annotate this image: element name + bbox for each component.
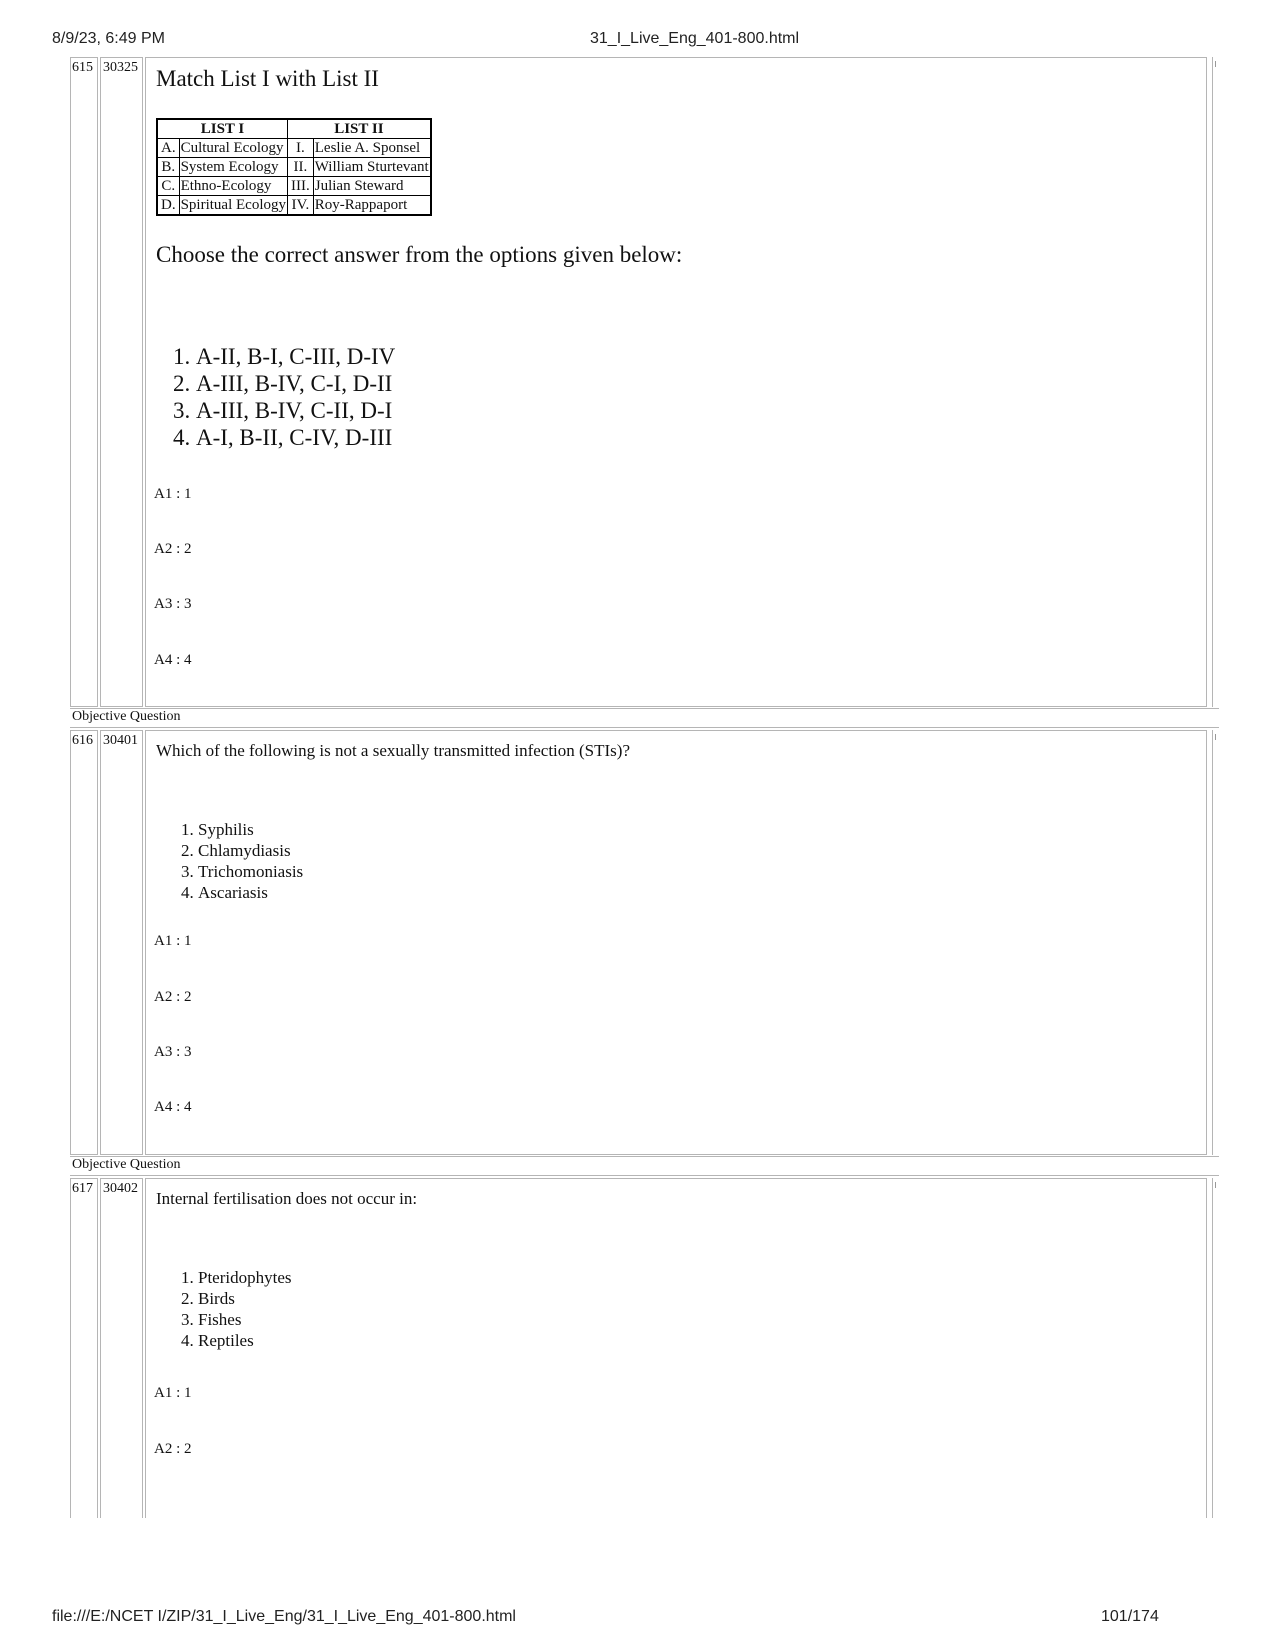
question-id: 30401 <box>100 730 143 1155</box>
option-item: 2. Chlamydiasis <box>198 840 303 861</box>
option-item: 2. A-III, B-IV, C-I, D-II <box>196 370 395 397</box>
right-edge <box>1212 730 1219 1155</box>
right-edge <box>1212 1178 1219 1518</box>
options-list <box>158 1267 292 1351</box>
row-divider <box>70 708 1219 709</box>
option-item: 1. Pteridophytes <box>198 1267 292 1288</box>
list-1-key: B. <box>157 158 179 177</box>
question-prompt: Choose the correct answer from the options given below: <box>156 242 683 267</box>
list-2-value: Roy-Rappaport <box>313 196 430 216</box>
answer-label: A1 : 1 <box>154 486 192 502</box>
question-number: 616 <box>70 730 98 1155</box>
answer-label: A4 : 4 <box>154 652 192 668</box>
answer-label: A3 : 3 <box>154 596 192 612</box>
match-table <box>156 118 432 216</box>
option-item: 3. Trichomoniasis <box>198 861 303 882</box>
row-divider <box>70 1175 1219 1176</box>
question-title: Match List I with List II <box>156 66 379 91</box>
answer-label: A2 : 2 <box>154 1441 192 1457</box>
corner-mark <box>1215 734 1219 740</box>
question-title: Which of the following is not a sexually transmitted infection (STIs)? <box>156 741 630 760</box>
list-2-header: LIST II <box>288 119 431 139</box>
print-doc-title: 31_I_Live_Eng_401-800.html <box>590 30 800 47</box>
list-1-value: Spiritual Ecology <box>180 197 286 213</box>
list-1-value: System Ecology <box>179 158 287 177</box>
list-1-value: Ethno-Ecology <box>179 177 287 196</box>
table-row <box>157 177 431 196</box>
right-edge <box>1212 57 1219 707</box>
question-body <box>145 730 1207 1155</box>
list-2-value: William Sturtevant <box>314 159 429 175</box>
answer-label: A4 : 4 <box>154 1099 192 1115</box>
page-counter: 101/174 <box>1101 1608 1159 1625</box>
table-row <box>157 139 431 158</box>
question-id: 30325 <box>100 57 143 707</box>
question-row-616 <box>70 730 1219 1155</box>
table-row <box>157 196 431 216</box>
list-2-key: II. <box>288 158 314 177</box>
option-item: 3. Fishes <box>198 1309 292 1330</box>
list-2-value: Julian Steward <box>313 177 430 196</box>
list-1-key: D. <box>157 196 179 216</box>
corner-mark <box>1215 1182 1219 1188</box>
list-2-key: III. <box>288 177 314 196</box>
answer-label: A1 : 1 <box>154 1385 192 1401</box>
list-1-header: LIST I <box>157 119 288 139</box>
list-1-key: C. <box>157 177 179 196</box>
list-1-value: Cultural Ecology <box>179 139 287 158</box>
option-item: 4. Ascariasis <box>198 882 303 903</box>
option-item: 2. Birds <box>198 1288 292 1309</box>
list-2-key: IV. <box>288 196 314 216</box>
answer-label: A1 : 1 <box>154 933 192 949</box>
question-number: 615 <box>70 57 98 707</box>
table-row <box>157 158 431 177</box>
question-row-615 <box>70 57 1219 707</box>
answer-label: A3 : 3 <box>154 1044 192 1060</box>
question-body <box>145 57 1207 707</box>
answer-label: A2 : 2 <box>154 541 192 557</box>
option-item: 4. Reptiles <box>198 1330 292 1351</box>
option-item: 1. A-II, B-I, C-III, D-IV <box>196 343 395 370</box>
option-item: 1. Syphilis <box>198 819 303 840</box>
list-1-key: A. <box>157 139 179 158</box>
question-number: 617 <box>70 1178 98 1518</box>
option-item: 3. A-III, B-IV, C-II, D-I <box>196 397 395 424</box>
print-timestamp: 8/9/23, 6:49 PM <box>52 30 165 47</box>
row-divider <box>70 1156 1219 1157</box>
answer-label: A2 : 2 <box>154 989 192 1005</box>
option-item: 4. A-I, B-II, C-IV, D-III <box>196 424 395 451</box>
row-divider <box>70 727 1219 728</box>
question-id: 30402 <box>100 1178 143 1518</box>
question-type-label: Objective Question <box>72 709 181 724</box>
question-body <box>145 1178 1207 1518</box>
print-file-path: file:///E:/NCET I/ZIP/31_I_Live_Eng/31_I_Live_Eng_401-800.html <box>52 1608 516 1625</box>
corner-mark <box>1215 61 1219 67</box>
options-list <box>158 819 303 903</box>
question-row-617 <box>70 1178 1219 1518</box>
list-2-key: I. <box>288 139 314 158</box>
question-type-label: Objective Question <box>72 1157 181 1172</box>
options-list <box>156 343 395 451</box>
question-title: Internal fertilisation does not occur in: <box>156 1189 418 1208</box>
list-2-value: Leslie A. Sponsel <box>313 139 430 158</box>
